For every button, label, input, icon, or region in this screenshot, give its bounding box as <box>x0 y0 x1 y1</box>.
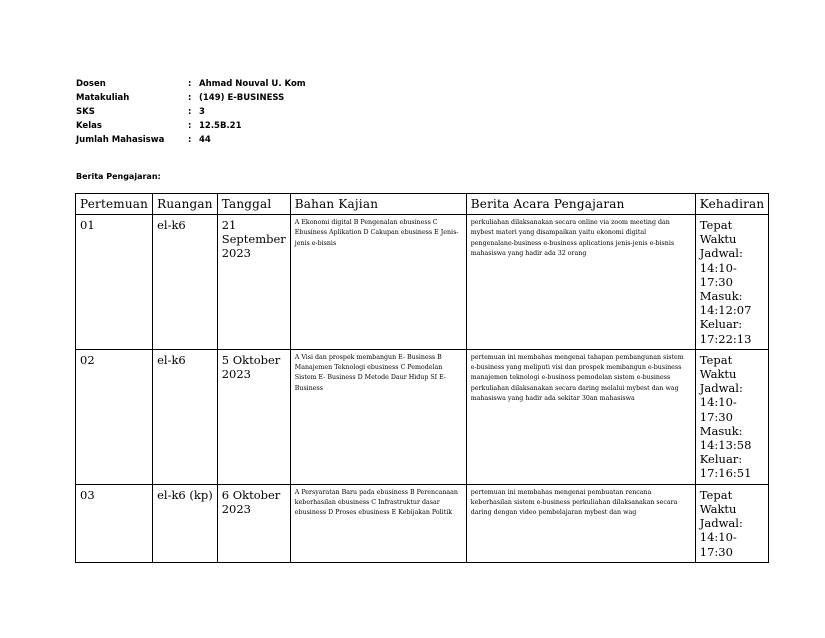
matakuliah-row <box>76 91 306 105</box>
header-kehadiran: Kehadiran <box>695 194 769 215</box>
cell-berita-acara: pertemuan ini membahas mengenai tahapan pembangunan sistem e-business yang meliputi visi dan prospek membangun e-business manajemen teknologi e-business pemodelan sistem e-business perkuliahan dilaksanakan secara daring melalui mybest dan wag mahasiswa yang hadir ada sekitar 30an mahasiswa <box>466 349 695 484</box>
cell-berita-acara: perkuliahan dilaksanakan secara online via zoom meeting dan mybest materi yang disampaikan yaitu ekonomi digital pengenalane-business e-business aplications jenis-jenis e-bisnis mahasiswa yang hadir ada 32 orang <box>466 215 695 350</box>
matakuliah-value: (149) E-BUSINESS <box>199 93 285 103</box>
teaching-table <box>75 193 769 563</box>
table-row <box>76 349 769 484</box>
cell-tanggal: 21 September 2023 <box>217 215 290 350</box>
header-tanggal: Tanggal <box>217 194 290 215</box>
dosen-label: Dosen <box>76 79 106 89</box>
cell-bahan-kajian: A Visi dan prospek membangun E- Business B Manajemen Teknologi ebusiness C Pemodelan Sistem E- Business D Metode Daur Hidup SI E- Business <box>290 349 466 484</box>
kelas-value: 12.5B.21 <box>199 121 242 131</box>
section-title: Berita Pengajaran: <box>76 172 161 181</box>
cell-ruangan: el-k6 <box>153 349 218 484</box>
cell-pertemuan: 03 <box>76 484 153 562</box>
cell-ruangan: el-k6 <box>153 215 218 350</box>
header-bahan-kajian: Bahan Kajian <box>290 194 466 215</box>
cell-tanggal: 6 Oktober 2023 <box>217 484 290 562</box>
sks-row <box>76 105 306 119</box>
cell-ruangan: el-k6 (kp) <box>153 484 218 562</box>
header-pertemuan: Pertemuan <box>76 194 153 215</box>
matakuliah-label: Matakuliah <box>76 93 130 103</box>
table-row <box>76 215 769 350</box>
cell-kehadiran: Tepat Waktu Jadwal: 14:10-17:30 <box>695 484 769 562</box>
header-ruangan: Ruangan <box>153 194 218 215</box>
dosen-value: Ahmad Nouval U. Kom <box>199 79 306 89</box>
header-berita-acara: Berita Acara Pengajaran <box>466 194 695 215</box>
jumlah-label: Jumlah Mahasiswa <box>76 135 165 145</box>
kelas-row <box>76 119 306 133</box>
course-info <box>76 77 306 147</box>
cell-berita-acara: pertemuan ini membahas mengenai pembuatan rencana keberhasilan sistem e-business perkuliahan dilaksanakan secara daring dengan video pembelajaran mybest dan wag <box>466 484 695 562</box>
separator: : <box>188 107 192 117</box>
cell-kehadiran: Tepat Waktu Jadwal: 14:10-17:30 Masuk: 14:13:58 Keluar: 17:16:51 <box>695 349 769 484</box>
table-header-row <box>76 194 769 215</box>
jumlah-value: 44 <box>199 135 211 145</box>
table-row <box>76 484 769 562</box>
sks-label: SKS <box>76 107 95 117</box>
cell-bahan-kajian: A Ekonomi digital B Pengenalan ebusiness C Ebusiness Aplikation D Cakupan ebusiness E Jenis-jenis e-bisnis <box>290 215 466 350</box>
sks-value: 3 <box>199 107 205 117</box>
separator: : <box>188 79 192 89</box>
cell-kehadiran: Tepat Waktu Jadwal: 14:10-17:30 Masuk: 14:12:07 Keluar: 17:22:13 <box>695 215 769 350</box>
cell-tanggal: 5 Oktober 2023 <box>217 349 290 484</box>
separator: : <box>188 121 192 131</box>
kelas-label: Kelas <box>76 121 102 131</box>
cell-pertemuan: 01 <box>76 215 153 350</box>
separator: : <box>188 135 192 145</box>
cell-pertemuan: 02 <box>76 349 153 484</box>
dosen-row <box>76 77 306 91</box>
jumlah-row <box>76 133 306 147</box>
cell-bahan-kajian: A Persyaratan Baru pada ebusiness B Perencanaan keberhasilan ebusiness C Infrastruktur dasar ebusiness D Proses ebusiness E Kebijakan Politik <box>290 484 466 562</box>
separator: : <box>188 93 192 103</box>
